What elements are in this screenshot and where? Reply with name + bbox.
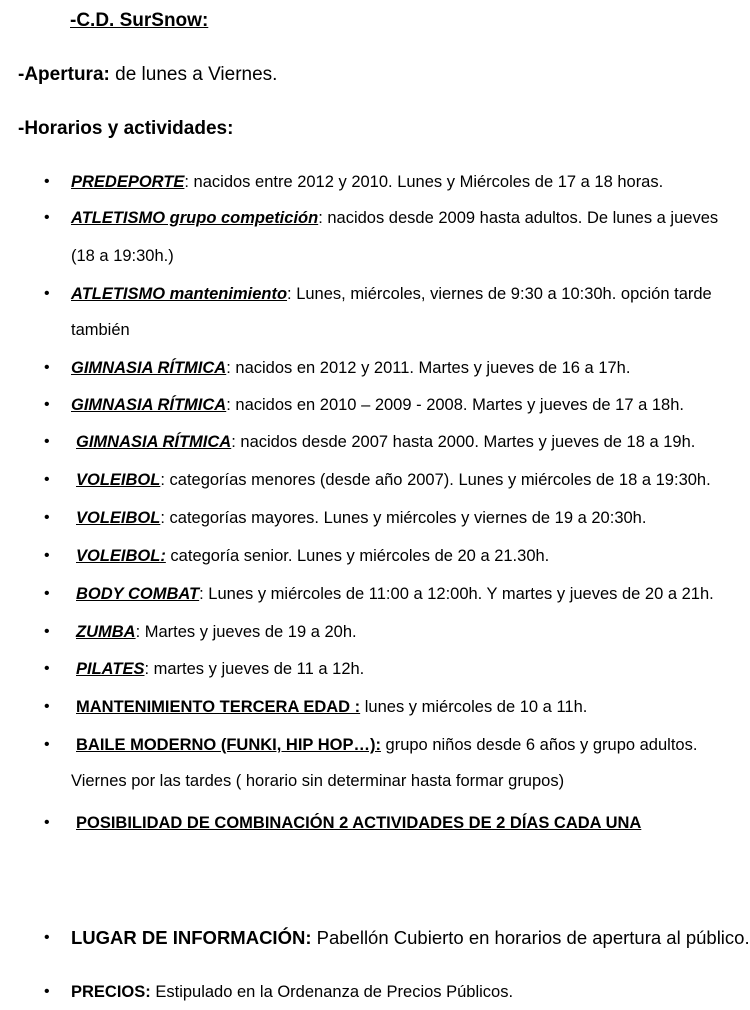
lugar-text: Pabellón Cubierto en horarios de apertura al público.: [311, 927, 750, 948]
activity-text: : categorías menores (desde año 2007). Lunes y miércoles de 18 a 19:30h.: [160, 471, 711, 489]
bullet-icon: •: [44, 736, 50, 753]
activity-label: GIMNASIA RÍTMICA: [76, 433, 232, 451]
bullet-icon: •: [44, 660, 50, 677]
bullet-icon: •: [44, 209, 50, 226]
bullet-icon: •: [44, 547, 50, 564]
activity-label: MANTENIMIENTO TERCERA EDAD :: [76, 698, 361, 716]
activity-text: : nacidos entre 2012 y 2010. Lunes y Miércoles de 17 a 18 horas.: [184, 173, 664, 191]
activity-label: BAILE MODERNO (FUNKI, HIP HOP…):: [76, 736, 381, 754]
activity-text: : nacidos desde 2009 hasta adultos. De lunes a jueves: [318, 209, 719, 227]
bullet-icon: •: [44, 585, 50, 602]
apertura-label: -Apertura:: [18, 64, 110, 85]
activity-label: VOLEIBOL:: [76, 547, 166, 565]
activity-text: categoría senior. Lunes y miércoles de 20 a 21.30h.: [165, 547, 550, 565]
activity-text: grupo niños desde 6 años y grupo adultos.: [380, 736, 698, 754]
activity-text: : Lunes y miércoles de 11:00 a 12:00h. Y martes y jueves de 20 a 21h.: [199, 585, 714, 603]
activity-label: ATLETISMO grupo competición: [71, 209, 319, 227]
activity-text: lunes y miércoles de 10 a 11h.: [360, 698, 588, 716]
activity-label: BODY COMBAT: [76, 585, 200, 603]
activity-text-continued: (18 a 19:30h.): [71, 247, 174, 265]
apertura-text: de lunes a Viernes.: [109, 64, 278, 85]
activity-label: PREDEPORTE: [71, 173, 185, 191]
activity-text: : nacidos en 2010 – 2009 - 2008. Martes y jueves de 17 a 18h.: [226, 396, 684, 414]
precios-label: PRECIOS:: [71, 983, 151, 1001]
activity-text-continued: también: [71, 321, 130, 339]
bullet-icon: •: [44, 396, 50, 413]
activity-label: POSIBILIDAD DE COMBINACIÓN 2 ACTIVIDADES DE 2 DÍAS CADA UNA: [76, 814, 642, 832]
bullet-icon: •: [44, 929, 50, 946]
page-title: -C.D. SurSnow:: [70, 10, 209, 31]
bullet-icon: •: [44, 509, 50, 526]
bullet-icon: •: [44, 623, 50, 640]
activity-text: : nacidos desde 2007 hasta 2000. Martes y jueves de 18 a 19h.: [231, 433, 696, 451]
bullet-icon: •: [44, 471, 50, 488]
activity-text: : Lunes, miércoles, viernes de 9:30 a 10:30h. opción tarde: [287, 285, 712, 303]
activity-label: VOLEIBOL: [76, 471, 161, 489]
activity-text: : Martes y jueves de 19 a 20h.: [135, 623, 357, 641]
bullet-icon: •: [44, 433, 50, 450]
bullet-icon: •: [44, 285, 50, 302]
activity-label: VOLEIBOL: [76, 509, 161, 527]
horarios-heading: -Horarios y actividades:: [18, 118, 234, 139]
activity-label: PILATES: [76, 660, 145, 678]
activity-label: ZUMBA: [76, 623, 136, 641]
activity-label: GIMNASIA RÍTMICA: [71, 359, 227, 377]
lugar-label: LUGAR DE INFORMACIÓN:: [71, 927, 312, 948]
activity-label: GIMNASIA RÍTMICA: [71, 396, 227, 414]
activity-label: ATLETISMO mantenimiento: [71, 285, 288, 303]
bullet-icon: •: [44, 814, 50, 831]
activity-text: : nacidos en 2012 y 2011. Martes y jueves de 16 a 17h.: [226, 359, 631, 377]
activity-text-continued: Viernes por las tardes ( horario sin determinar hasta formar grupos): [71, 772, 565, 790]
bullet-icon: •: [44, 983, 50, 1000]
bullet-icon: •: [44, 173, 50, 190]
apertura-line: [18, 64, 277, 86]
precios-text: Estipulado en la Ordenanza de Precios Públicos.: [150, 983, 514, 1001]
activity-text: : categorías mayores. Lunes y miércoles y viernes de 19 a 20:30h.: [160, 509, 647, 527]
bullet-icon: •: [44, 698, 50, 715]
activity-text: : martes y jueves de 11 a 12h.: [144, 660, 365, 678]
bullet-icon: •: [44, 359, 50, 376]
